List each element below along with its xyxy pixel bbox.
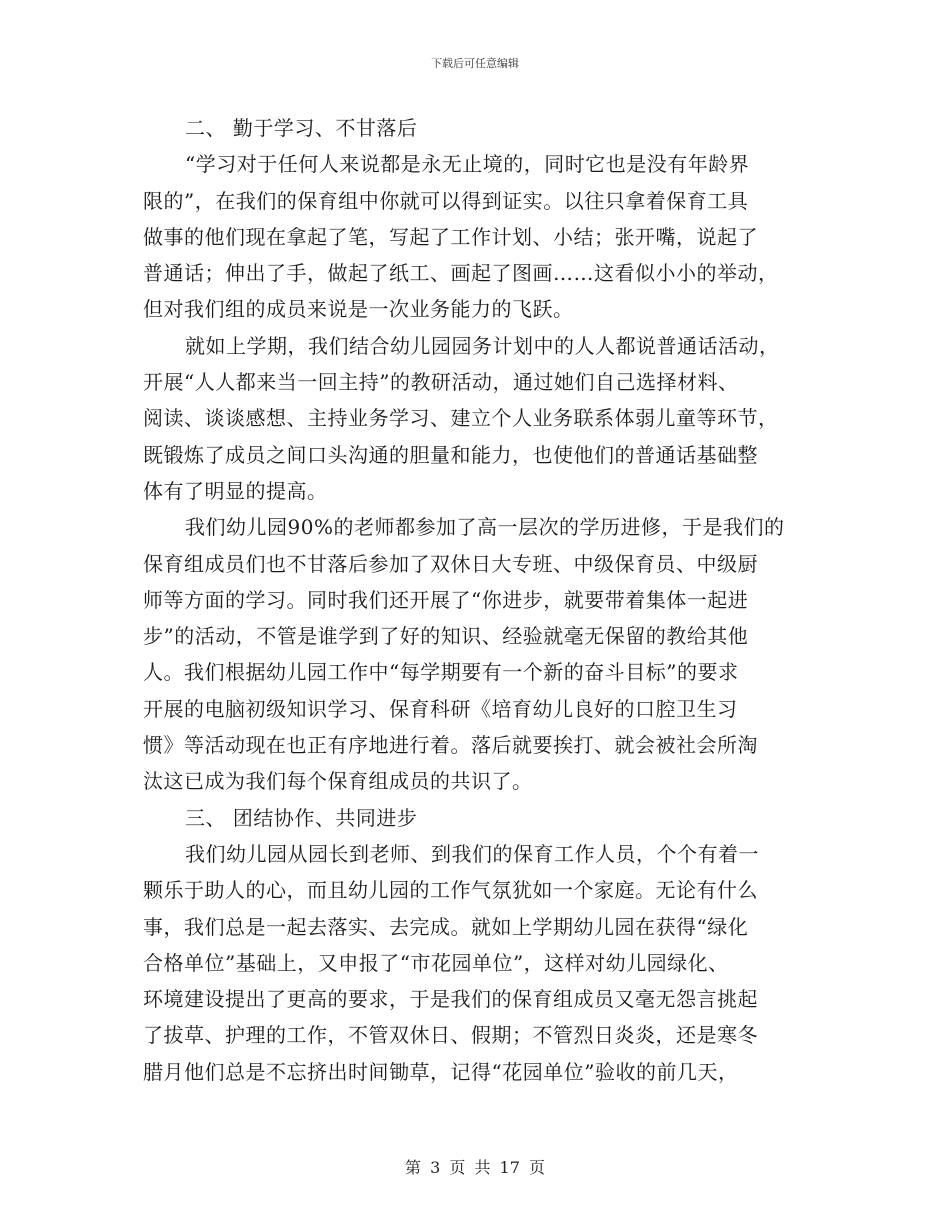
text-line: 了拔草、护理的工作，不管双休日、假期；不管烈日炎炎，还是寒冬 xyxy=(143,1023,758,1048)
page-header-note: 下载后可任意编辑 xyxy=(431,57,519,70)
text-line: 就如上学期，我们结合幼儿园园务计划中的人人都说普通话活动， xyxy=(185,333,780,358)
text-line: 人。我们根据幼儿园工作中“每学期要有一个新的奋斗目标”的要求 xyxy=(143,660,739,685)
text-line: 师等方面的学习。同时我们还开展了“你进步，就要带着集体一起进 xyxy=(143,587,749,612)
text-line: 颗乐于助人的心，而且幼儿园的工作气氛犹如一个家庭。无论有什么 xyxy=(143,878,758,903)
text-line: 事，我们总是一起去落实、去完成。就如上学期幼儿园在获得“绿化 xyxy=(143,914,749,939)
text-line: 步”的活动，不管是谁学到了好的知识、经验就毫无保留的教给其他 xyxy=(143,624,749,649)
text-line: 体有了明显的提高。 xyxy=(143,478,328,503)
text-line: 开展的电脑初级知识学习、保育科研《培育幼儿良好的口腔卫生习 xyxy=(143,696,738,721)
text-line: 我们幼儿园从园长到老师、到我们的保育工作人员，个个有着一 xyxy=(185,841,759,866)
text-line: 汰这已成为我们每个保育组成员的共识了。 xyxy=(143,769,533,794)
text-line: 我们幼儿园90%的老师都参加了高一层次的学历进修，于是我们的 xyxy=(185,515,785,540)
text-line: 阅读、谈谈感想、主持业务学习、建立个人业务联系体弱儿童等环节， xyxy=(143,406,779,431)
text-line: 惯》等活动现在也正有序地进行着。落后就要挨打、就会被社会所淘 xyxy=(143,733,758,758)
page-footer: 第 3 页 共 17 页 xyxy=(405,1158,545,1177)
text-line: 腊月他们总是不忘挤出时间锄草，记得“花园单位”验收的前几天， xyxy=(143,1059,739,1084)
text-line: 保育组成员们也不甘落后参加了双休日大专班、中级保育员、中级厨 xyxy=(143,551,758,576)
text-line: 限的”，在我们的保育组中你就可以得到证实。以往只拿着保育工具 xyxy=(143,188,749,213)
document-body xyxy=(143,110,815,1090)
text-line: 合格单位”基础上，又申报了“市花园单位”，这样对幼儿园绿化、 xyxy=(143,950,729,975)
text-line: 但对我们组的成员来说是一次业务能力的飞跃。 xyxy=(143,297,574,322)
text-line: 既锻炼了成员之间口头沟通的胆量和能力，也使他们的普通话基础整 xyxy=(143,442,758,467)
text-line: 做事的他们现在拿起了笔，写起了工作计划、小结；张开嘴，说起了 xyxy=(143,224,758,249)
text-line: 二、 勤于学习、不甘落后 xyxy=(185,116,418,140)
text-line: 普通话；伸出了手，做起了纸工、画起了图画……这看似小小的举动， xyxy=(143,261,779,286)
text-line: “学习对于任何人来说都是永无止境的，同时它也是没有年龄界 xyxy=(185,152,750,177)
text-line: 环境建设提出了更高的要求，于是我们的保育组成员又毫无怨言挑起 xyxy=(143,987,758,1012)
text-line: 三、 团结协作、共同进步 xyxy=(185,805,418,830)
text-line: 开展“人人都来当一回主持”的教研活动，通过她们自己选择材料、 xyxy=(143,370,739,395)
